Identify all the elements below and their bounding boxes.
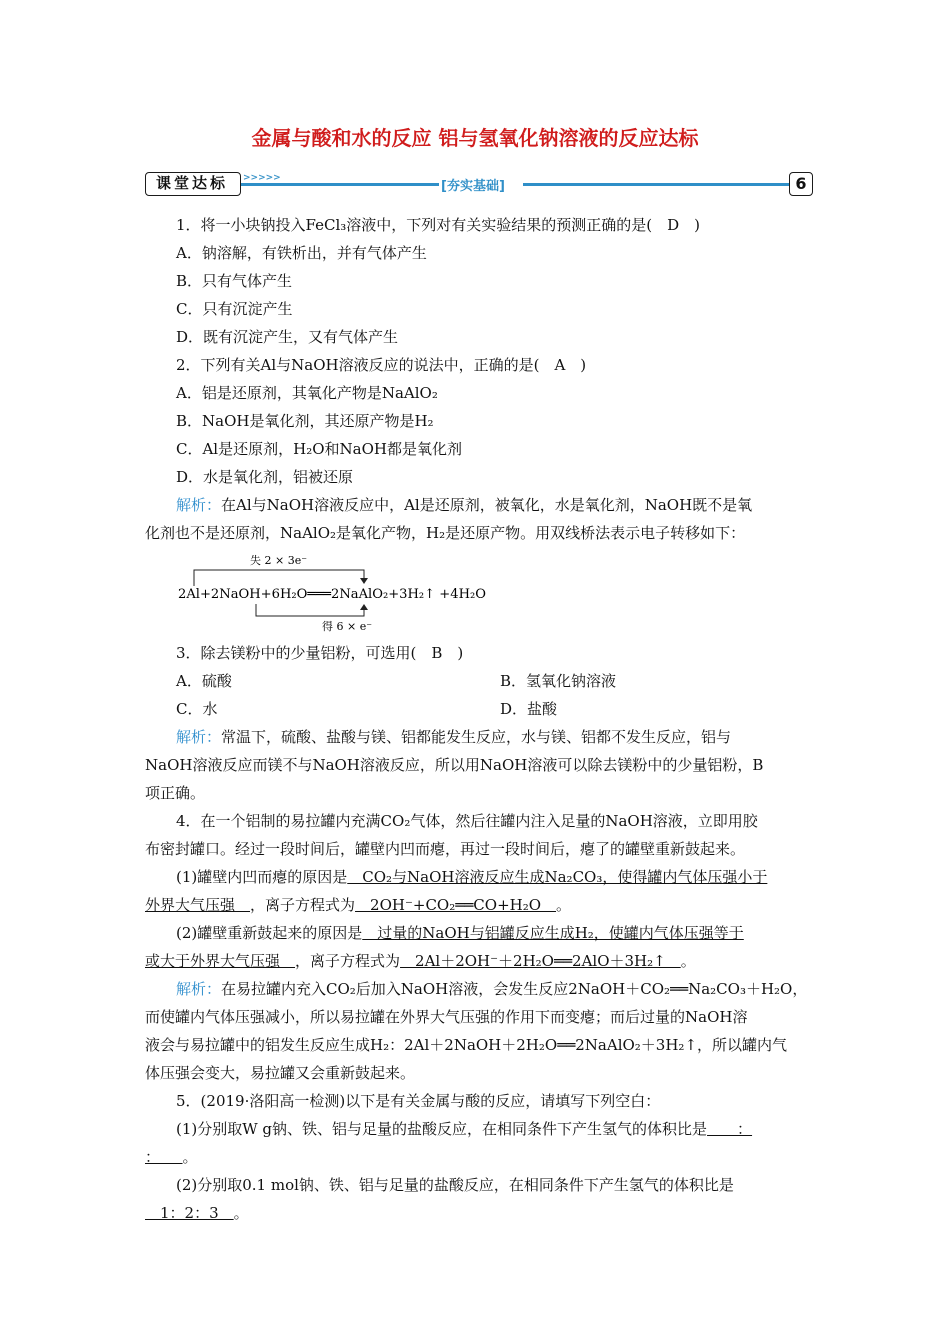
q5-part2-answer: 1：2：3 <box>145 1204 234 1222</box>
q2-option-d: D．水是氧化剂，铝被还原 <box>176 468 354 486</box>
q5-part2-line2: 1：2：3 。 <box>145 1204 249 1222</box>
q4-stem-line2: 布密封罐口。经过一段时间后，罐壁内凹而瘪，再过一段时间后，瘪了的罐壁重新鼓起来。 <box>145 840 746 858</box>
q1-option-b: B．只有气体产生 <box>176 272 293 290</box>
q1-stem: 1．将一小块钠投入FeCl₃溶液中，下列对有关实验结果的预测正确的是( D ) <box>176 216 701 234</box>
analysis-label: 解析： <box>176 728 222 746</box>
diagram-top-arrowhead <box>360 578 368 584</box>
banner-label: 课堂达标 <box>145 172 241 196</box>
diagram-bottom-arrowhead <box>360 604 368 610</box>
q5-part1-line1: (1)分别取W g钠、铁、铝与足量的盐酸反应，在相同条件下产生氢气的体积比是 ： <box>176 1120 753 1138</box>
diagram-equation: 2Al+2NaOH+6H₂O═══2NaAlO₂+3H₂↑ +4H₂O <box>178 587 486 602</box>
q5-part1-line2: ： 。 <box>145 1148 198 1166</box>
q4-part2-line2: 或大于外界大气压强 ，离子方程式为 2Al＋2OH⁻＋2H₂O══2AlO＋3H₂↑ 。 <box>145 952 696 970</box>
q2-analysis-line1: 解析：在Al与NaOH溶液反应中，Al是还原剂，被氧化，水是氧化剂，NaOH既不是氧 <box>176 496 753 514</box>
section-banner <box>145 172 815 198</box>
banner-center-label: [夯实基础] <box>441 179 505 194</box>
q5-part2-line1: (2)分别取0.1 mol钠、铁、铝与足量的盐酸反应，在相同条件下产生氢气的体积比是 <box>176 1176 734 1194</box>
q3-option-d: D．盐酸 <box>500 700 558 718</box>
q3-analysis-line2: NaOH溶液反应而镁不与NaOH溶液反应，所以用NaOH溶液可以除去镁粉中的少量铝粉，B <box>145 756 764 774</box>
diagram-gain-label: 得 6 × e⁻ <box>322 620 373 632</box>
analysis-label: 解析： <box>176 980 222 998</box>
q5-stem: 5．(2019·洛阳高一检测)以下是有关金属与酸的反应，请填写下列空白： <box>176 1092 661 1110</box>
diagram-lose-label: 失 2 × 3e⁻ <box>250 554 308 567</box>
q5-part1-answer: ： <box>707 1120 753 1138</box>
q4-part1-equation: 2OH⁻+CO₂══CO+H₂O <box>355 896 557 914</box>
q1-option-d: D．既有沉淀产生，又有气体产生 <box>176 328 399 346</box>
q4-analysis-line2: 而使罐内气体压强减小，所以易拉罐在外界大气压强的作用下而变瘪；而后过量的NaOH溶 <box>145 1008 748 1026</box>
analysis-label: 解析： <box>176 496 222 514</box>
q3-option-a: A．硫酸 <box>176 672 232 690</box>
q4-analysis-line4: 体压强会变大，易拉罐又会重新鼓起来。 <box>145 1064 416 1082</box>
q3-stem: 3．除去镁粉中的少量铝粉，可选用( B ) <box>176 644 464 662</box>
q3-option-b: B．氢氧化钠溶液 <box>500 672 617 690</box>
diagram-bottom-bracket <box>256 604 364 616</box>
q3-analysis-line3: 项正确。 <box>145 784 206 802</box>
q1-option-c: C．只有沉淀产生 <box>176 300 293 318</box>
q2-stem: 2．下列有关Al与NaOH溶液反应的说法中，正确的是( A ) <box>176 356 587 374</box>
banner-arrows-icon: >>>>> <box>243 173 281 183</box>
q3-option-c: C．水 <box>176 700 218 718</box>
q4-part1-answer: CO₂与NaOH溶液反应生成Na₂CO₃，使得罐内气体压强小于 <box>347 868 768 886</box>
q4-analysis-line1: 解析：在易拉罐内充入CO₂后加入NaOH溶液，会发生反应2NaOH＋CO₂══Na₂CO₃＋H₂O， <box>176 980 808 998</box>
q1-option-a: A．钠溶解，有铁析出，并有气体产生 <box>176 244 427 262</box>
q2-option-c: C．Al是还原剂，H₂O和NaOH都是氧化剂 <box>176 440 462 458</box>
banner-line-right <box>523 183 789 186</box>
q2-option-b: B．NaOH是氧化剂，其还原产物是H₂ <box>176 412 434 430</box>
q4-analysis-line3: 液会与易拉罐中的铝发生反应生成H₂：2Al＋2NaOH＋2H₂O══2NaAlO₂＋3H₂↑，所以罐内气 <box>145 1036 788 1054</box>
q4-part1-line2: 外界大气压强 ，离子方程式为 2OH⁻+CO₂══CO+H₂O 。 <box>145 896 572 914</box>
q4-part2-line1: (2)罐壁重新鼓起来的原因是 过量的NaOH与铝罐反应生成H₂，使罐内气体压强等于 <box>176 924 744 942</box>
electron-transfer-diagram <box>178 550 498 632</box>
q4-part2-equation: 2Al＋2OH⁻＋2H₂O══2AlO＋3H₂↑ <box>400 952 681 970</box>
diagram-top-bracket <box>194 570 364 586</box>
page-title: 金属与酸和水的反应 铝与氢氧化钠溶液的反应达标 <box>251 126 699 150</box>
banner-number: 6 <box>789 172 813 196</box>
q4-part1-line1: (1)罐壁内凹而瘪的原因是 CO₂与NaOH溶液反应生成Na₂CO₃，使得罐内气体压强小于 <box>176 868 768 886</box>
q4-stem-line1: 4．在一个铝制的易拉罐内充满CO₂气体，然后往罐内注入足量的NaOH溶液，立即用胶 <box>176 812 758 830</box>
banner-line-left <box>241 183 439 186</box>
q2-analysis-line2: 化剂也不是还原剂，NaAlO₂是氧化产物，H₂是还原产物。用双线桥法表示电子转移如下： <box>145 524 746 542</box>
q2-option-a: A．铝是还原剂，其氧化产物是NaAlO₂ <box>176 384 438 402</box>
q4-part2-answer: 过量的NaOH与铝罐反应生成H₂，使罐内气体压强等于 <box>362 924 744 942</box>
q3-analysis-line1: 解析：常温下，硫酸、盐酸与镁、铝都能发生反应，水与镁、铝都不发生反应，铝与 <box>176 728 732 746</box>
